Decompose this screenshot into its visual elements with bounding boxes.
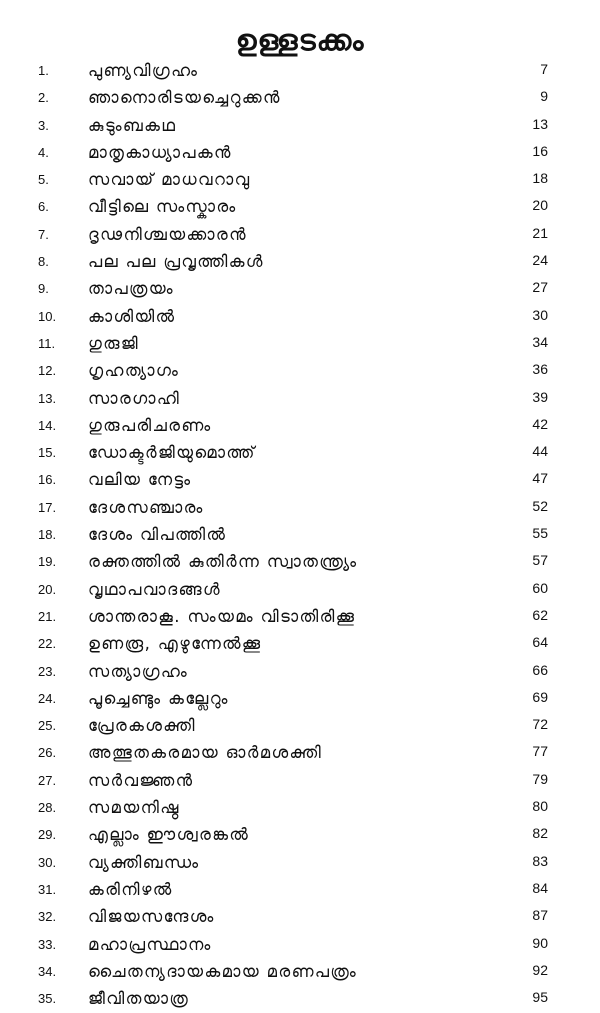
chapter-number: 12. (38, 363, 57, 379)
chapter-number: 1. (38, 63, 49, 78)
chapter-title: ഉണരൂ, എഴുന്നേൽക്കൂ (88, 634, 262, 654)
page-number: 42 (532, 415, 548, 432)
toc-entry (0, 167, 600, 194)
chapter-title: ഗുരുപരിചരണം (88, 415, 212, 435)
toc-entry (0, 631, 600, 658)
toc-entry (0, 959, 600, 986)
page-number: 36 (532, 361, 548, 378)
page-number: 69 (532, 688, 548, 705)
page-number: 80 (532, 798, 548, 815)
chapter-title: കാശിയിൽ (88, 306, 176, 326)
chapter-title: ദേശസഞ്ചാരം (88, 497, 204, 517)
toc-entry (0, 495, 600, 522)
page-number: 55 (532, 525, 548, 542)
toc-entry (0, 604, 600, 631)
toc-entry (0, 440, 600, 467)
chapter-number: 10. (38, 308, 57, 324)
chapter-title: രക്തത്തിൽ കുതിർന്ന സ്വാതന്ത്ര്യം (88, 552, 358, 572)
page-number: 44 (532, 443, 548, 460)
chapter-title: പല പല പ്രവൃത്തികൾ (88, 252, 264, 272)
toc-entry (0, 331, 600, 358)
page-number: 92 (532, 961, 548, 978)
chapter-title: പ്രേരകശക്തി (88, 716, 196, 736)
toc-entry (0, 740, 600, 767)
toc-entry (0, 194, 600, 221)
chapter-title: ഡോക്ടർജിയുമൊത്ത് (88, 443, 256, 463)
chapter-title: ദൃഢനിശ്ചയക്കാരൻ (88, 224, 247, 244)
toc-entry (0, 877, 600, 904)
chapter-title: താപത്രയം (88, 279, 174, 299)
toc-entry (0, 85, 600, 112)
page-number: 47 (532, 470, 548, 487)
chapter-number: 26. (38, 745, 57, 761)
chapter-number: 14. (38, 417, 57, 433)
chapter-title: വ്യക്തിബന്ധം (88, 852, 200, 872)
chapter-number: 24. (38, 690, 57, 706)
toc-entry (0, 549, 600, 576)
chapter-title: വീട്ടിലെ സംസ്കാരം (88, 197, 237, 217)
chapter-title: ദേശം വിപത്തിൽ (88, 525, 227, 545)
page-number: 60 (532, 579, 548, 596)
chapter-number: 29. (38, 827, 57, 843)
chapter-number: 3. (38, 117, 49, 133)
toc-entry (0, 659, 600, 686)
table-of-contents (0, 58, 600, 1013)
chapter-number: 20. (38, 581, 57, 597)
chapter-number: 30. (38, 854, 57, 870)
page-number: 83 (532, 852, 548, 869)
chapter-title: സവായ് മാധവറാവു (88, 170, 251, 190)
page-number: 66 (532, 661, 548, 678)
toc-entry (0, 768, 600, 795)
page-number: 18 (532, 170, 548, 187)
chapter-number: 31. (38, 881, 57, 897)
toc-entry (0, 358, 600, 385)
chapter-title: മാതൃകാധ്യാപകൻ (88, 142, 232, 162)
page-number: 84 (532, 879, 548, 896)
chapter-title: അത്ഭുതകരമായ ഓർമശക്തി (88, 743, 323, 763)
page-number: 62 (532, 606, 548, 623)
toc-entry (0, 467, 600, 494)
chapter-title: വിജയസന്ദേശം (88, 907, 215, 927)
toc-entry (0, 304, 600, 331)
chapter-title: ശാന്തരാകൂ. സംയമം വിടാതിരിക്കൂ (88, 606, 356, 626)
chapter-title: എല്ലാം ഈശ്വരങ്കൽ (88, 825, 250, 845)
page-number: 77 (532, 743, 548, 760)
chapter-title: സമയനിഷ്ഠ (88, 798, 180, 818)
chapter-title: പൂച്ചെണ്ടും കല്ലേറും (88, 688, 229, 708)
chapter-number: 15. (38, 445, 57, 461)
chapter-number: 28. (38, 800, 57, 816)
chapter-number: 7. (38, 226, 49, 242)
chapter-number: 4. (38, 144, 49, 160)
page-number: 64 (532, 634, 548, 651)
chapter-title: സത്യാഗ്രഹം (88, 661, 189, 681)
chapter-number: 9. (38, 281, 49, 297)
chapter-title: പുണ്യവിഗ്രഹം (88, 61, 199, 80)
toc-entry (0, 522, 600, 549)
toc-entry (0, 413, 600, 440)
page-number: 79 (532, 770, 548, 787)
toc-entry (0, 249, 600, 276)
toc-entry (0, 276, 600, 303)
toc-entry (0, 822, 600, 849)
page-number: 27 (532, 279, 548, 296)
toc-entry (0, 795, 600, 822)
page-number: 87 (532, 907, 548, 924)
chapter-title: കരിനിഴൽ (88, 879, 173, 899)
chapter-number: 33. (38, 936, 57, 952)
chapter-title: ഗുരുജി (88, 333, 140, 353)
chapter-number: 32. (38, 909, 57, 925)
chapter-title: ഗൃഹത്യാഗം (88, 361, 180, 381)
chapter-number: 27. (38, 772, 57, 788)
page-number: 39 (532, 388, 548, 405)
chapter-number: 5. (38, 172, 49, 188)
toc-entry (0, 140, 600, 167)
chapter-title: ചൈതന്യദായകമായ മരണപത്രം (88, 961, 358, 981)
page-number: 34 (532, 333, 548, 350)
page-number: 21 (532, 224, 548, 241)
toc-entry (0, 386, 600, 413)
chapter-number: 35. (38, 991, 57, 1007)
chapter-number: 34. (38, 963, 57, 979)
toc-entry (0, 932, 600, 959)
toc-entry (0, 904, 600, 931)
chapter-title: ജീവിതയാത്ര (88, 989, 190, 1009)
page-number: 95 (532, 989, 548, 1006)
chapter-number: 19. (38, 554, 57, 570)
page-number: 20 (532, 197, 548, 214)
chapter-number: 21. (38, 608, 57, 624)
toc-entry (0, 986, 600, 1013)
page-number: 24 (532, 252, 548, 269)
page-number: 72 (532, 716, 548, 733)
chapter-number: 2. (38, 90, 49, 106)
chapter-number: 11. (38, 335, 56, 351)
toc-entry (0, 577, 600, 604)
chapter-title: വൃഥാപവാദങ്ങൾ (88, 579, 221, 599)
page-number: 7 (540, 61, 548, 77)
chapter-number: 18. (38, 527, 57, 543)
page-title: ഉള്ളടക്കം (235, 23, 365, 57)
page-number: 13 (532, 115, 548, 132)
chapter-title: കുടുംബകഥ (88, 115, 177, 135)
chapter-number: 13. (38, 390, 57, 406)
page-number: 9 (540, 88, 548, 105)
chapter-number: 23. (38, 663, 57, 679)
chapter-title: സാരഗാഹി (88, 388, 181, 408)
chapter-title: സർവജ്ഞൻ (88, 770, 194, 790)
chapter-number: 17. (38, 499, 57, 515)
chapter-number: 16. (38, 472, 57, 488)
toc-entry (0, 222, 600, 249)
page-number: 57 (532, 552, 548, 569)
chapter-title: വലിയ നേട്ടം (88, 470, 192, 490)
page-number: 30 (532, 306, 548, 323)
page-number: 16 (532, 142, 548, 159)
toc-entry (0, 850, 600, 877)
page-number: 52 (532, 497, 548, 514)
page-number: 82 (532, 825, 548, 842)
toc-entry (0, 113, 600, 140)
page-number: 90 (532, 934, 548, 951)
toc-entry (0, 713, 600, 740)
chapter-number: 6. (38, 199, 49, 215)
chapter-title: മഹാപ്രസ്ഥാനം (88, 934, 212, 954)
toc-entry (0, 58, 600, 85)
chapter-title: ഞാനൊരിടയച്ചെറുക്കൻ (88, 88, 281, 108)
chapter-number: 25. (38, 718, 57, 734)
chapter-number: 22. (38, 636, 57, 652)
toc-entry (0, 686, 600, 713)
chapter-number: 8. (38, 254, 49, 270)
